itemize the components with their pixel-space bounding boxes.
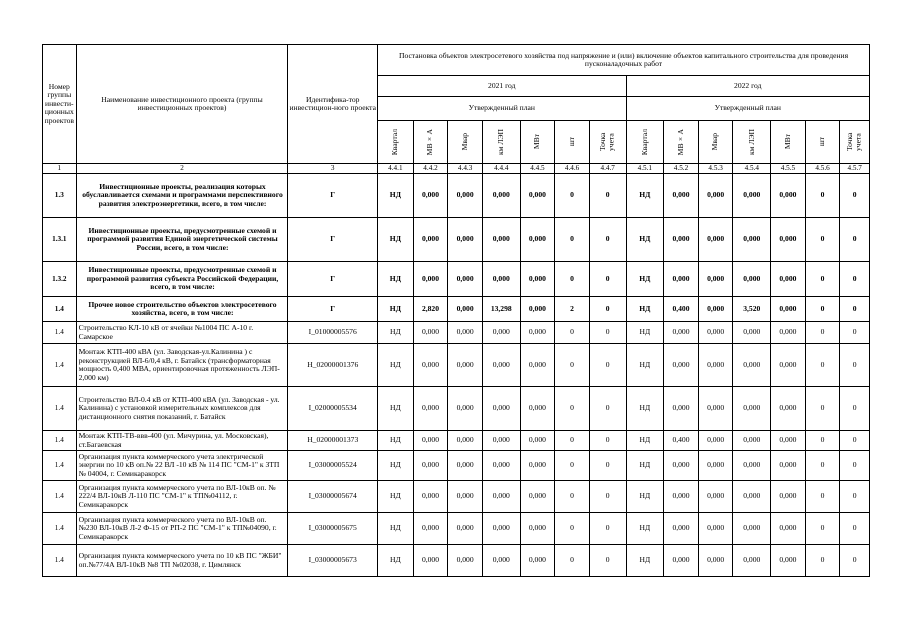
value-cell: 0 xyxy=(589,322,626,344)
identifier-cell: I_03000005524 xyxy=(288,451,378,481)
value-cell: НД xyxy=(626,545,664,577)
value-cell: 0,000 xyxy=(520,451,555,481)
value-cell: 0 xyxy=(805,322,840,344)
column-number-row xyxy=(43,164,870,174)
unit-header xyxy=(733,121,771,164)
group-number-cell: 1.4 xyxy=(43,451,77,481)
group-number-cell: 1.3.2 xyxy=(43,262,77,297)
value-cell: 0,000 xyxy=(771,218,806,262)
identifier-cell: I_02000005534 xyxy=(288,387,378,431)
table-row xyxy=(43,322,870,344)
value-cell: 0,000 xyxy=(413,344,448,387)
value-cell: 0 xyxy=(555,218,590,262)
value-cell: 0,000 xyxy=(733,262,771,297)
value-cell: НД xyxy=(378,344,414,387)
value-cell: 0 xyxy=(840,431,870,451)
unit-header xyxy=(589,121,626,164)
value-cell: НД xyxy=(378,387,414,431)
value-cell: 0,000 xyxy=(482,513,520,545)
group-number-cell: 1.4 xyxy=(43,481,77,513)
table-row xyxy=(43,481,870,513)
value-cell: 0,000 xyxy=(413,481,448,513)
project-name-cell: Организация пункта коммерческого учета по 10 кВ ПС "ЖБИ" оп.№77/4А ВЛ-10кВ №8 ТП №02038, г. Цимлянск xyxy=(76,545,288,577)
value-cell: 0 xyxy=(805,451,840,481)
year-2022-header: 2022 год xyxy=(626,76,870,97)
value-cell: 0,000 xyxy=(448,218,483,262)
value-cell: 0,000 xyxy=(771,431,806,451)
value-cell: НД xyxy=(626,262,664,297)
column-number: 4.4.5 xyxy=(520,164,555,174)
value-cell: 0,000 xyxy=(482,387,520,431)
table-row xyxy=(43,218,870,262)
value-cell: 0,000 xyxy=(413,431,448,451)
column-number: 4.4.6 xyxy=(555,164,590,174)
unit-header-label: шт xyxy=(566,137,576,147)
value-cell: 0 xyxy=(555,513,590,545)
value-cell: 0 xyxy=(555,174,590,218)
value-cell: 0 xyxy=(589,262,626,297)
value-cell: 0 xyxy=(555,262,590,297)
value-cell: 2 xyxy=(555,297,590,322)
value-cell: 0 xyxy=(840,218,870,262)
table-row xyxy=(43,297,870,322)
value-cell: 0,000 xyxy=(698,451,733,481)
value-cell: 0 xyxy=(805,174,840,218)
value-cell: 0,000 xyxy=(771,344,806,387)
value-cell: 0,000 xyxy=(771,262,806,297)
value-cell: 0,000 xyxy=(733,481,771,513)
value-cell: 0 xyxy=(589,218,626,262)
value-cell: НД xyxy=(378,218,414,262)
project-name-cell: Монтаж КТП-ТВ-ввв-400 (ул. Мичурина, ул. Московская), ст.Багаевская xyxy=(76,431,288,451)
value-cell: НД xyxy=(626,513,664,545)
value-cell: 0 xyxy=(555,431,590,451)
unit-header xyxy=(520,121,555,164)
group-number-header: Номер группы инвести-ционных проектов xyxy=(43,45,77,164)
value-cell: 0,000 xyxy=(664,387,699,431)
unit-header-label: МВ×А xyxy=(675,128,685,156)
value-cell: 0,000 xyxy=(664,262,699,297)
group-number-cell: 1.4 xyxy=(43,513,77,545)
value-cell: НД xyxy=(378,451,414,481)
value-cell: 0,000 xyxy=(448,174,483,218)
value-cell: 0 xyxy=(555,451,590,481)
table-row xyxy=(43,174,870,218)
value-cell: 0 xyxy=(805,545,840,577)
value-cell: НД xyxy=(626,344,664,387)
column-number: 1 xyxy=(43,164,77,174)
project-name-cell: Монтаж КТП-400 кВА (ул. Заводская-ул.Калинина ) с реконструкцией ВЛ-6/0,4 кВ, г. Батайск (трансформаторная мощность 0,400 МВА, ориентировочная протяженность ЛЭП- 2,000 км) xyxy=(76,344,288,387)
value-cell: 0,000 xyxy=(664,451,699,481)
project-name-cell: Организация пункта коммерческого учета по ВЛ-10кВ оп. № 222/4 ВЛ-10кВ Л-110 ПС "СМ-1" к ТП№04112, г. Семикаракорск xyxy=(76,481,288,513)
value-cell: 0 xyxy=(555,322,590,344)
identifier-cell: Г xyxy=(288,297,378,322)
value-cell: НД xyxy=(626,481,664,513)
group-number-cell: 1.4 xyxy=(43,431,77,451)
unit-header-label: МВт xyxy=(532,134,542,150)
unit-header-label: Точка учета xyxy=(845,132,863,152)
project-name-header: Наименование инвестиционного проекта (группы инвестиционных проектов) xyxy=(76,45,288,164)
table-row xyxy=(43,344,870,387)
project-name-cell: Строительство КЛ-10 кВ от ячейки №1004 ПС А-10 г. Самарское xyxy=(76,322,288,344)
group-number-cell: 1.4 xyxy=(43,344,77,387)
value-cell: НД xyxy=(378,297,414,322)
table-row xyxy=(43,451,870,481)
value-cell: 0 xyxy=(589,513,626,545)
value-cell: 0,000 xyxy=(698,545,733,577)
value-cell: 0,000 xyxy=(664,344,699,387)
unit-header-label: Мвар xyxy=(459,133,469,151)
unit-header-label: МВ×А xyxy=(425,128,435,156)
unit-header xyxy=(482,121,520,164)
value-cell: 2,820 xyxy=(413,297,448,322)
value-cell: 0,000 xyxy=(520,297,555,322)
value-cell: 0,000 xyxy=(733,513,771,545)
column-number: 4.5.2 xyxy=(664,164,699,174)
value-cell: 13,298 xyxy=(482,297,520,322)
table-row xyxy=(43,545,870,577)
value-cell: 0,000 xyxy=(413,174,448,218)
table-row xyxy=(43,513,870,545)
identifier-cell: Г xyxy=(288,174,378,218)
value-cell: 0 xyxy=(840,297,870,322)
value-cell: 0,400 xyxy=(664,431,699,451)
unit-header-label: Мвар xyxy=(710,133,720,151)
project-name-cell: Организация пункта коммерческого учета электрической энергии по 10 кВ оп.№ 22 ВЛ -10 кВ № 114 ПС "СМ-1" к ЗТП № 04004, г. Семикаракорск xyxy=(76,451,288,481)
value-cell: 0,000 xyxy=(698,481,733,513)
value-cell: 0,000 xyxy=(698,174,733,218)
project-name-cell: Инвестиционные проекты, реализация которых обуславливается схемами и программами перспективного развития электроэнергетики, всего, в том числе: xyxy=(76,174,288,218)
value-cell: 0,000 xyxy=(664,481,699,513)
value-cell: 0,000 xyxy=(520,262,555,297)
value-cell: 0,400 xyxy=(664,297,699,322)
project-name-cell: Организация пункта коммерческого учета по ВЛ-10кВ оп. №230 ВЛ-10кВ Л-2 Ф-15 от РП-2 ПС "СМ-1" к ТП№04090, г. Семикаракорск xyxy=(76,513,288,545)
value-cell: 0,000 xyxy=(448,322,483,344)
unit-header-label: Точка учета xyxy=(598,132,616,152)
value-cell: 0 xyxy=(805,481,840,513)
value-cell: 0 xyxy=(840,451,870,481)
value-cell: 0,000 xyxy=(698,322,733,344)
value-cell: 0,000 xyxy=(413,545,448,577)
project-name-cell: Прочее новое строительство объектов электросетевого хозяйства, всего, в том числе: xyxy=(76,297,288,322)
value-cell: 0,000 xyxy=(771,513,806,545)
value-cell: 0,000 xyxy=(413,451,448,481)
value-cell: 0,000 xyxy=(448,481,483,513)
value-cell: 0,000 xyxy=(448,387,483,431)
value-cell: НД xyxy=(626,218,664,262)
approved-plan-2022-header: Утвержденный план xyxy=(626,97,870,121)
unit-header-label: шт xyxy=(817,137,827,147)
group-number-cell: 1.4 xyxy=(43,387,77,431)
column-number: 4.5.7 xyxy=(840,164,870,174)
unit-header xyxy=(664,121,699,164)
value-cell: 0,000 xyxy=(520,174,555,218)
group-number-cell: 1.3 xyxy=(43,174,77,218)
value-cell: 0,000 xyxy=(520,513,555,545)
value-cell: 0 xyxy=(589,297,626,322)
value-cell: 0,000 xyxy=(733,218,771,262)
column-number: 4.4.4 xyxy=(482,164,520,174)
value-cell: НД xyxy=(626,174,664,218)
group-number-cell: 1.3.1 xyxy=(43,218,77,262)
value-cell: 0,000 xyxy=(448,513,483,545)
value-cell: 0,000 xyxy=(520,322,555,344)
value-cell: 0,000 xyxy=(664,322,699,344)
identifier-cell: I_03000005674 xyxy=(288,481,378,513)
column-number: 4.5.3 xyxy=(698,164,733,174)
approved-plan-2021-header: Утвержденный план xyxy=(378,97,626,121)
identifier-cell: I_03000005673 xyxy=(288,545,378,577)
value-cell: 0,000 xyxy=(733,387,771,431)
value-cell: 0 xyxy=(589,481,626,513)
value-cell: 0 xyxy=(805,387,840,431)
value-cell: 0,000 xyxy=(520,431,555,451)
column-number: 4.5.5 xyxy=(771,164,806,174)
value-cell: 0,000 xyxy=(733,344,771,387)
value-cell: 0 xyxy=(589,344,626,387)
identifier-cell: Г xyxy=(288,262,378,297)
value-cell: 0,000 xyxy=(482,481,520,513)
value-cell: 0 xyxy=(840,513,870,545)
value-cell: 0,000 xyxy=(448,344,483,387)
value-cell: 0,000 xyxy=(733,174,771,218)
value-cell: 0 xyxy=(840,344,870,387)
group-number-cell: 1.4 xyxy=(43,297,77,322)
value-cell: 0,000 xyxy=(771,451,806,481)
column-number: 4.4.7 xyxy=(589,164,626,174)
value-cell: НД xyxy=(626,297,664,322)
value-cell: 0,000 xyxy=(733,322,771,344)
value-cell: 0 xyxy=(840,262,870,297)
value-cell: 0,000 xyxy=(771,322,806,344)
table-row xyxy=(43,262,870,297)
value-cell: 0 xyxy=(805,218,840,262)
value-cell: 0,000 xyxy=(482,174,520,218)
unit-header-label: МВт xyxy=(782,134,792,150)
value-cell: 0,000 xyxy=(698,218,733,262)
value-cell: 0,000 xyxy=(664,174,699,218)
commissioning-header: Постановка объектов электросетевого хозяйства под напряжение и (или) включение объектов капитального строительства для проведения пусконаладочных работ xyxy=(378,45,870,76)
value-cell: НД xyxy=(626,451,664,481)
value-cell: 0,000 xyxy=(771,545,806,577)
value-cell: НД xyxy=(378,513,414,545)
value-cell: 0 xyxy=(805,344,840,387)
identifier-cell: H_02000001373 xyxy=(288,431,378,451)
value-cell: НД xyxy=(626,431,664,451)
column-number: 4.4.1 xyxy=(378,164,414,174)
value-cell: 0,000 xyxy=(448,262,483,297)
value-cell: 0 xyxy=(555,344,590,387)
value-cell: 0,000 xyxy=(733,451,771,481)
value-cell: 0 xyxy=(589,451,626,481)
value-cell: 0,000 xyxy=(448,451,483,481)
value-cell: 0,000 xyxy=(733,431,771,451)
group-number-cell: 1.4 xyxy=(43,322,77,344)
value-cell: 0 xyxy=(840,387,870,431)
value-cell: НД xyxy=(378,481,414,513)
value-cell: 0,000 xyxy=(664,513,699,545)
value-cell: 0,000 xyxy=(520,218,555,262)
column-number: 4.5.4 xyxy=(733,164,771,174)
value-cell: 0,000 xyxy=(698,297,733,322)
value-cell: 0,000 xyxy=(413,218,448,262)
identifier-cell: Г xyxy=(288,218,378,262)
value-cell: 0 xyxy=(840,481,870,513)
value-cell: 0 xyxy=(589,545,626,577)
value-cell: НД xyxy=(378,262,414,297)
value-cell: 0 xyxy=(840,322,870,344)
value-cell: 0,000 xyxy=(448,545,483,577)
value-cell: 0,000 xyxy=(698,431,733,451)
value-cell: 0 xyxy=(589,387,626,431)
unit-header-label: Квартал xyxy=(390,128,400,156)
value-cell: 3,520 xyxy=(733,297,771,322)
value-cell: 0,000 xyxy=(413,322,448,344)
unit-header xyxy=(698,121,733,164)
value-cell: 0,000 xyxy=(448,297,483,322)
value-cell: 0,000 xyxy=(482,322,520,344)
value-cell: 0 xyxy=(805,513,840,545)
value-cell: НД xyxy=(378,174,414,218)
value-cell: 0 xyxy=(805,431,840,451)
table-row xyxy=(43,387,870,431)
identifier-cell: I_03000005675 xyxy=(288,513,378,545)
value-cell: 0 xyxy=(555,481,590,513)
unit-header-label: Квартал xyxy=(639,128,649,156)
value-cell: НД xyxy=(378,545,414,577)
value-cell: НД xyxy=(378,322,414,344)
value-cell: 0,000 xyxy=(520,481,555,513)
value-cell: 0 xyxy=(555,545,590,577)
value-cell: 0,000 xyxy=(698,513,733,545)
unit-header xyxy=(413,121,448,164)
investment-table xyxy=(42,44,870,577)
value-cell: 0,000 xyxy=(664,545,699,577)
unit-header xyxy=(555,121,590,164)
value-cell: 0 xyxy=(805,262,840,297)
unit-header xyxy=(805,121,840,164)
value-cell: НД xyxy=(626,387,664,431)
identifier-cell: I_01000005576 xyxy=(288,322,378,344)
identifier-cell: H_02000001376 xyxy=(288,344,378,387)
value-cell: 0,000 xyxy=(482,545,520,577)
value-cell: 0,000 xyxy=(698,262,733,297)
table-row xyxy=(43,431,870,451)
project-name-cell: Строительство ВЛ-0.4 кВ от КТП-400 кВА (ул. Заводская - ул. Калинина) с установкой измерительных комплексов для дистанционного снятия показаний, г. Батайск xyxy=(76,387,288,431)
value-cell: 0,000 xyxy=(771,297,806,322)
value-cell: 0,000 xyxy=(482,451,520,481)
unit-header-label: км ЛЭП xyxy=(746,128,756,156)
project-name-cell: Инвестиционные проекты, предусмотренные схемой и программой развития Единой энергетической системы России, всего, в том числе: xyxy=(76,218,288,262)
column-number: 3 xyxy=(288,164,378,174)
unit-header xyxy=(771,121,806,164)
value-cell: 0,000 xyxy=(482,431,520,451)
value-cell: 0,000 xyxy=(664,218,699,262)
value-cell: 0,000 xyxy=(733,545,771,577)
identifier-header: Идентифика-тор инвестицион-ного проекта xyxy=(288,45,378,164)
value-cell: 0,000 xyxy=(413,513,448,545)
value-cell: 0,000 xyxy=(771,481,806,513)
unit-header xyxy=(626,121,664,164)
project-name-cell: Инвестиционные проекты, предусмотренные схемой и программой развития субъекта Российской Федерации, всего, в том числе: xyxy=(76,262,288,297)
value-cell: 0,000 xyxy=(482,262,520,297)
value-cell: 0 xyxy=(840,174,870,218)
value-cell: НД xyxy=(378,431,414,451)
value-cell: НД xyxy=(626,322,664,344)
value-cell: 0 xyxy=(805,297,840,322)
column-number: 4.5.1 xyxy=(626,164,664,174)
value-cell: 0,000 xyxy=(482,344,520,387)
value-cell: 0 xyxy=(589,431,626,451)
value-cell: 0,000 xyxy=(771,387,806,431)
unit-header-label: км ЛЭП xyxy=(496,128,505,156)
column-number: 4.4.2 xyxy=(413,164,448,174)
value-cell: 0,000 xyxy=(413,262,448,297)
value-cell: 0,000 xyxy=(520,344,555,387)
value-cell: 0,000 xyxy=(482,218,520,262)
value-cell: 0,000 xyxy=(520,545,555,577)
unit-header xyxy=(840,121,870,164)
value-cell: 0,000 xyxy=(771,174,806,218)
value-cell: 0,000 xyxy=(448,431,483,451)
value-cell: 0 xyxy=(589,174,626,218)
column-number: 4.5.6 xyxy=(805,164,840,174)
unit-header xyxy=(448,121,483,164)
year-2021-header: 2021 год xyxy=(378,76,626,97)
value-cell: 0,000 xyxy=(698,387,733,431)
value-cell: 0 xyxy=(840,545,870,577)
group-number-cell: 1.4 xyxy=(43,545,77,577)
unit-header xyxy=(378,121,414,164)
column-number: 4.4.3 xyxy=(448,164,483,174)
column-number: 2 xyxy=(76,164,288,174)
value-cell: 0,000 xyxy=(413,387,448,431)
value-cell: 0,000 xyxy=(698,344,733,387)
value-cell: 0,000 xyxy=(520,387,555,431)
value-cell: 0 xyxy=(555,387,590,431)
